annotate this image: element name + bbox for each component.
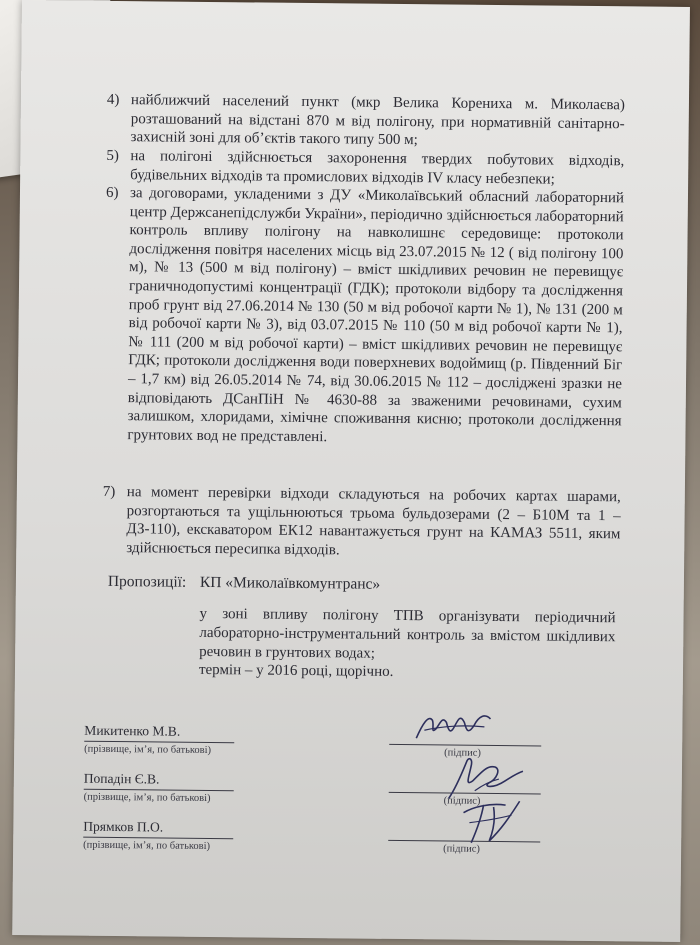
list-item-5: на полігоні здійснюється захоронення твердих побутових відходів, будівельних відходів та промислових відходів IV класу небезпеки; [130, 148, 625, 188]
list-number: 6) [105, 184, 119, 202]
document-page [12, 0, 690, 942]
name-caption: (прізвище, ім’я, по батькові) [84, 743, 212, 757]
signatory-name: Попадін Є.В. [83, 770, 160, 787]
signature-caption: (підпис) [443, 795, 481, 807]
list-number: 7) [102, 483, 116, 501]
signature-caption: (підпис) [443, 843, 480, 855]
name-line [83, 837, 233, 840]
list-item-6: за договорами, укладеними з ДУ «Миколаївський обласний лабораторний центр Держсанепідслужби України», періодично здійснюється лабораторний контроль впливу полігону на навколишнє середовище: протоколи дослідження повітря населених місць від 23.07.2015 № 12 ( від полігону 100 м), № 13 (500 м від полігону) – вміст шкідливих речовин не перевищує граничнодопустимі концентрації (ГДК); протоколи відбору та дослідження проб грунт від 27.06.2014 № 130 (50 м від робочої карти № 1), № 131 (200 м від робочої карти № 3), від 03.07.2015 № 110 (50 м від робочої карти № 1), № 111 (200 м від робочої карти) – вміст шкідливих речовин не перевищує ГДК; протоколи дослідження води поверхневих водоймищ (р. Південний Біг – 1,7 км) від 26.05.2014 № 74, від 30.06.2015 № 112 – досліджені зразки не відповідають ДСанПіН № 4630-88 за зваженими речовинами, сухим залишком, хлоридами, хімічне споживання кисню; протоколи дослідження грунтових вод не представлені. [127, 185, 625, 445]
list-item-4: найближчий населений пункт (мкр Велика Корениха м. Миколаєва) розташований на відстані 870 м від полігону, при нормативній санітарно-захисній зоні для об’єктів такого типу 500 м; [130, 92, 626, 149]
list-item-7: на момент перевірки відходи складуються на робочих картах шарами, розгортаються та ущільнюються трьома бульдозерами (2 – Б10М та 1 – ДЗ-110), екскаватором ЕК12 навантажується грунт на КАМАЗ 5511, яким здійснюється пересипка відходів. [126, 484, 621, 559]
proposal-text: у зоні впливу полігону ТПВ організувати періодичний лабораторно-інструментальний контроль за вмістом шкідливих речовин в грунтових водах; [199, 605, 616, 662]
list-number: 4) [106, 91, 120, 109]
organization-name: КП «Миколаївкомунтранс» [199, 573, 381, 593]
signatory-name: Микитенко М.В. [84, 722, 181, 739]
proposals-label: Пропозиції: [107, 572, 187, 591]
name-caption: (прізвище, ім’я, по батькові) [83, 791, 211, 805]
handwritten-signature [449, 793, 530, 854]
signatory-name: Прямков П.О. [83, 818, 164, 835]
name-line [84, 741, 234, 744]
handwritten-signature [410, 704, 500, 747]
proposal-term: термін – у 2016 році, щорічно. [198, 661, 394, 680]
name-caption: (прізвище, ім’я, по батькові) [83, 839, 211, 853]
signature-caption: (підпис) [444, 747, 481, 759]
name-line [84, 789, 234, 792]
list-number: 5) [106, 147, 119, 165]
